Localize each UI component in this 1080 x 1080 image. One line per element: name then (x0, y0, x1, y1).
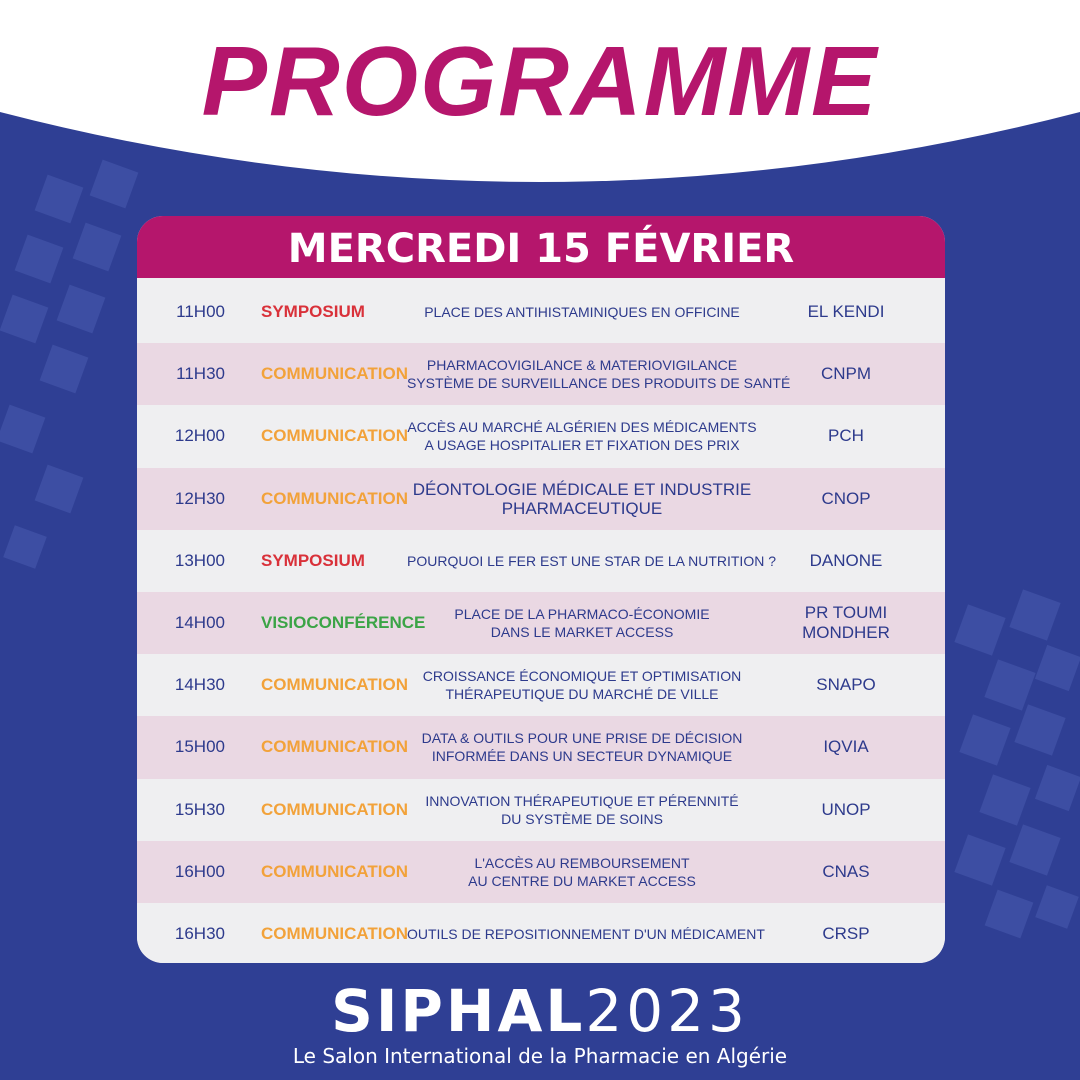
logo-name: SIPHAL (331, 977, 586, 1045)
session-speaker (757, 426, 945, 446)
session-row (137, 343, 945, 405)
topic-line: THÉRAPEUTIQUE DU MARCHÉ DE VILLE (445, 686, 719, 703)
session-time: 16H30 (174, 923, 225, 943)
session-row (137, 592, 945, 654)
logo-year: 2023 (585, 977, 749, 1045)
topic-line: CROISSANCE ÉCONOMIQUE ET OPTIMISATION (422, 668, 742, 685)
session-time: 15H30 (174, 799, 225, 819)
session-time: 14H00 (174, 613, 225, 633)
speaker-line: CNAS (822, 861, 870, 881)
session-topic (407, 792, 757, 828)
schedule-card (137, 216, 945, 963)
topic-line: PHARMACOVIGILANCE & MATERIOVIGILANCE (426, 357, 738, 374)
speaker-line: SNAPO (816, 675, 876, 695)
session-time: 13H00 (174, 550, 225, 570)
topic-line: DÉONTOLOGIE MÉDICALE ET INDUSTRIE (412, 479, 752, 499)
speaker-line: CNOP (821, 488, 871, 508)
topic-line: POURQUOI LE FER EST UNE STAR DE LA NUTRITION ? (407, 552, 776, 569)
session-row (137, 903, 945, 963)
session-row (137, 779, 945, 841)
session-time: 12H30 (174, 488, 225, 508)
session-speaker (757, 489, 945, 509)
session-type: COMMUNICATION (261, 861, 408, 881)
session-speaker (757, 737, 945, 757)
session-time: 11H30 (176, 364, 225, 384)
session-time: 14H30 (174, 675, 225, 695)
session-row (137, 468, 945, 530)
session-type: COMMUNICATION (261, 488, 408, 508)
session-type: COMMUNICATION (261, 923, 408, 943)
session-row (137, 405, 945, 467)
topic-line: L'ACCÈS AU REMBOURSEMENT (474, 854, 690, 871)
speaker-line: UNOP (821, 799, 871, 819)
speaker-line: EL KENDI (807, 302, 885, 322)
session-type: COMMUNICATION (261, 737, 408, 757)
topic-line: AU CENTRE DU MARKET ACCESS (468, 872, 696, 889)
session-speaker (757, 364, 945, 384)
session-type: COMMUNICATION (261, 799, 408, 819)
session-row (137, 530, 945, 592)
session-topic (407, 667, 757, 703)
speaker-line: PR TOUMI (804, 603, 888, 623)
topic-line: SYSTÈME DE SURVEILLANCE DES PRODUITS DE SANTÉ (407, 375, 791, 392)
session-type: COMMUNICATION (261, 426, 408, 446)
session-row (137, 654, 945, 716)
page-title: PROGRAMME (201, 26, 879, 136)
session-topic (407, 925, 765, 943)
topic-line: A USAGE HOSPITALIER ET FIXATION DES PRIX (424, 437, 740, 454)
topic-line: INNOVATION THÉRAPEUTIQUE ET PÉRENNITÉ (425, 792, 739, 809)
session-topic (407, 605, 757, 641)
session-speaker (757, 675, 945, 695)
session-topic (407, 418, 757, 454)
session-type: COMMUNICATION (261, 675, 408, 695)
logo-tagline: Le Salon International de la Pharmacie en Algérie (292, 1044, 788, 1068)
speaker-line: MONDHER (802, 623, 890, 643)
session-topic (407, 356, 791, 392)
session-type: SYMPOSIUM (261, 302, 365, 322)
session-speaker (757, 551, 945, 571)
session-speaker (757, 302, 945, 322)
topic-line: PHARMACEUTIQUE (501, 498, 663, 518)
session-topic (407, 480, 757, 518)
session-time: 11H00 (176, 302, 225, 322)
session-time: 12H00 (174, 426, 225, 446)
session-row (137, 841, 945, 903)
session-time: 16H00 (174, 861, 225, 881)
speaker-line: PCH (828, 426, 864, 446)
session-type: VISIOCONFÉRENCE (261, 613, 426, 633)
session-topic (407, 854, 757, 890)
session-row (137, 716, 945, 778)
session-speaker (757, 603, 945, 643)
session-speaker (757, 800, 945, 820)
topic-line: PLACE DES ANTIHISTAMINIQUES EN OFFICINE (424, 304, 740, 321)
speaker-line: IQVIA (823, 737, 869, 757)
speaker-line: DANONE (809, 550, 883, 570)
topic-line: OUTILS DE REPOSITIONNEMENT D'UN MÉDICAMENT (407, 925, 765, 942)
siphal-logo (0, 977, 1080, 1068)
session-row (137, 281, 945, 343)
speaker-line: CNPM (820, 364, 872, 384)
session-type: COMMUNICATION (261, 364, 408, 384)
topic-line: DATA & OUTILS POUR UNE PRISE DE DÉCISION (421, 730, 743, 747)
session-time: 15H00 (174, 737, 225, 757)
session-topic (407, 303, 757, 321)
day-header: MERCREDI 15 FÉVRIER (137, 216, 945, 278)
session-topic (407, 729, 757, 765)
topic-line: ACCÈS AU MARCHÉ ALGÉRIEN DES MÉDICAMENTS (407, 419, 757, 436)
session-type: SYMPOSIUM (261, 550, 365, 570)
session-topic (407, 552, 776, 570)
topic-line: DU SYSTÈME DE SOINS (501, 810, 663, 827)
session-speaker (757, 924, 945, 944)
topic-line: PLACE DE LA PHARMACO-ÉCONOMIE (454, 606, 710, 623)
topic-line: INFORMÉE DANS UN SECTEUR DYNAMIQUE (431, 748, 733, 765)
topic-line: DANS LE MARKET ACCESS (490, 624, 674, 641)
session-speaker (757, 862, 945, 882)
logo-wordmark (0, 977, 1080, 1045)
speaker-line: CRSP (822, 923, 870, 943)
